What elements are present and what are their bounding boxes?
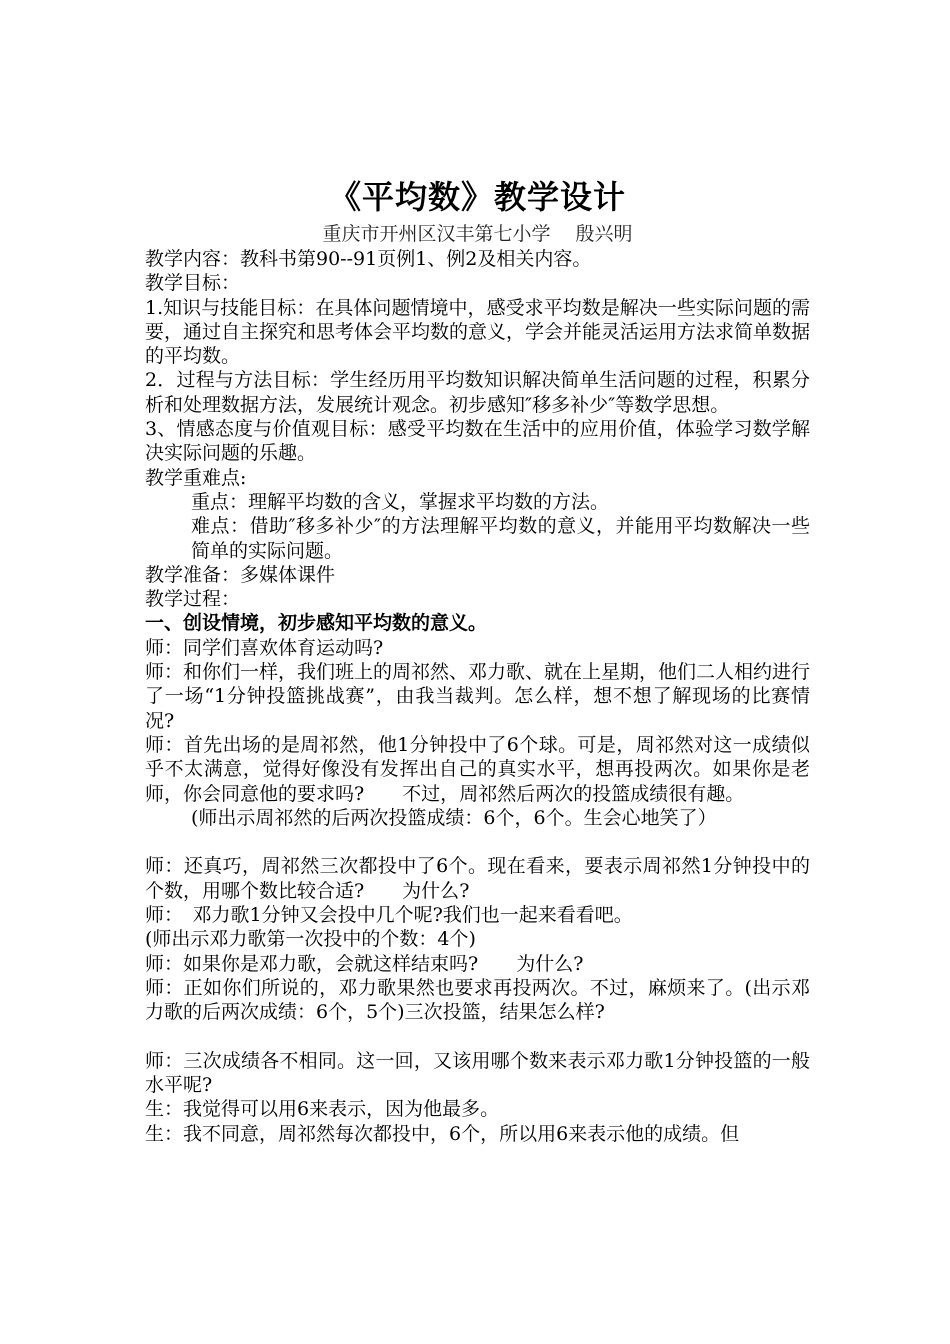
dialogue-line: 师：三次成绩各不相同。这一回，又该用哪个数来表示邓力歌1分钟投篮的一般水平呢?: [145, 1049, 810, 1097]
dialogue-line: 师：首先出场的是周祁然，他1分钟投中了6个球。可是，周祁然对这一成绩似乎不太满意，觉得好像没有发挥出自己的真实水平，想再投两次。如果你是老师，你会同意他的要求吗? 不过，周祁然后两次的投篮成绩很有趣。: [145, 733, 810, 805]
student-line: 生：我觉得可以用6来表示，因为他最多。: [145, 1098, 500, 1121]
dialogue-line: 师： 邓力歌1分钟又会投中几个呢?我们也一起来看看吧。: [145, 904, 633, 927]
dialogue-line: 师：同学们喜欢体育运动吗?: [145, 636, 384, 659]
paragraph-key-point: 重点：理解平均数的含义，掌握求平均数的方法。: [191, 490, 610, 513]
section-heading-1: 一、创设情境，初步感知平均数的意义。: [145, 612, 488, 635]
stage-direction: (师出示邓力歌第一次投中的个数：4个): [145, 928, 476, 951]
student-line: 生：我不同意，周祁然每次都投中，6个，所以用6来表示他的成绩。但: [145, 1122, 740, 1145]
paragraph-process-heading: 教学过程：: [145, 588, 241, 611]
document-title: 《平均数》教学设计: [328, 178, 626, 216]
blank-line: [145, 1025, 810, 1049]
document-page: [145, 175, 810, 1146]
paragraph-objective-3: 3、情感态度与价值观目标：感受平均数在生活中的应用价值，体验学习数学解决实际问题的乐趣。: [145, 418, 810, 465]
stage-direction: (师出示周祁然的后两次投篮成绩：6个，6个。生会心地笑了）: [191, 806, 717, 829]
paragraph-preparation: 教学准备：多媒体课件: [145, 563, 336, 586]
dialogue-line: 师：如果你是邓力歌，会就这样结束吗? 为什么?: [145, 952, 584, 975]
dialogue-line: 师：和你们一样，我们班上的周祁然、邓力歌、就在上星期，他们二人相约进行了一场“1分钟投篮挑战赛”，由我当裁判。怎么样，想不想了解现场的比赛情况?: [145, 661, 811, 732]
document-author: 重庆市开州区汉丰第七小学 殷兴明: [322, 223, 633, 245]
paragraph-content: 教学内容：教科书第90--91页例1、例2及相关内容。: [145, 248, 592, 270]
paragraph-objectives-heading: 教学目标：: [145, 272, 241, 295]
paragraph-key-points-heading: 教学重难点:: [145, 466, 247, 489]
paragraph-difficulty: 难点：借助″移多补少″的方法理解平均数的意义，并能用平均数解决一些简单的实际问题。: [191, 515, 810, 562]
dialogue-line: 师：还真巧，周祁然三次都投中了6个。现在看来，要表示周祁然1分钟投中的个数，用哪个数比较合适? 为什么?: [145, 855, 810, 902]
paragraph-objective-1: 1.知识与技能目标：在具体问题情境中，感受求平均数是解决一些实际问题的需要，通过自主探究和思考体会平均数的意义，学会并能灵活运用方法求简单数据的平均数。: [145, 296, 811, 368]
blank-line: [145, 830, 810, 854]
dialogue-line: 师：正如你们所说的，邓力歌果然也要求再投两次。不过，麻烦来了。(出示邓力歌的后两次成绩：6个，5个)三次投篮，结果怎么样?: [145, 976, 810, 1024]
paragraph-objective-2: 2．过程与方法目标：学生经历用平均数知识解决简单生活问题的过程，积累分析和处理数据方法，发展统计观念。初步感知″移多补少″等数学思想。: [145, 369, 810, 416]
document-body: [145, 247, 810, 1146]
